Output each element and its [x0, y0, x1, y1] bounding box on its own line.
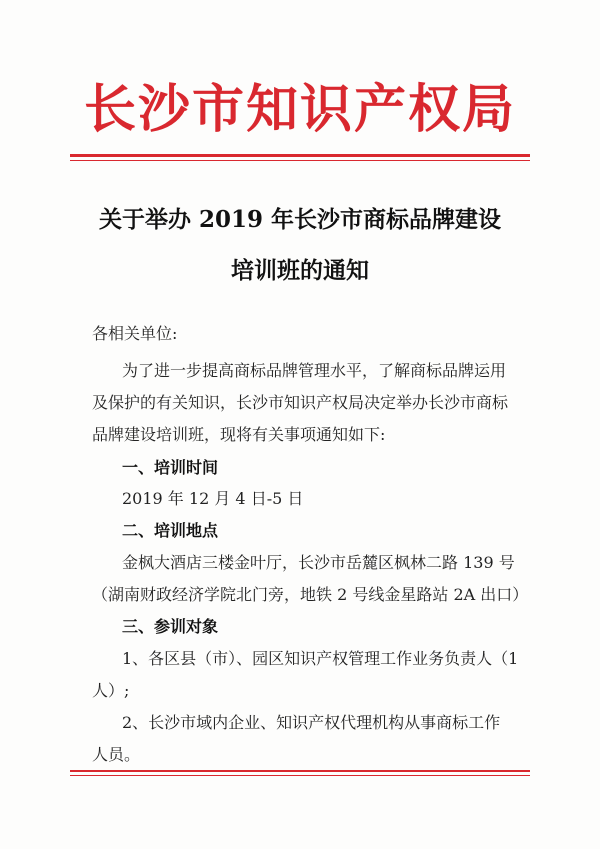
intro-line-1: 为了进一步提高商标品牌管理水平，了解商标品牌运用 [122, 361, 507, 380]
section-participants-line-1: 1、各区县（市）、园区知识产权管理工作业务负责人（1 [122, 649, 519, 668]
intro-line-2: 及保护的有关知识，长沙市知识产权局决定举办长沙市商标 [92, 393, 509, 412]
header-rule-thick [70, 154, 530, 157]
document-title-line-2: 培训班的通知 [231, 257, 369, 284]
section-heading-participants: 三、参训对象 [122, 617, 219, 636]
org-header-title: 长沙市知识产权局 [83, 79, 516, 140]
salutation: 各相关单位: [92, 324, 178, 343]
document-title-line-1: 关于举办 2019 年长沙市商标品牌建设 [98, 206, 502, 233]
section-participants-line-4: 人员。 [92, 745, 141, 764]
section-location-line-1: 金枫大酒店三楼金叶厅，长沙市岳麓区枫林二路 139 号 [122, 553, 515, 572]
footer-rule-thin [70, 775, 530, 776]
section-participants-line-2: 人）; [92, 681, 130, 700]
section-heading-time: 一、培训时间 [122, 458, 219, 477]
section-participants-line-3: 2、长沙市域内企业、知识产权代理机构从事商标工作 [122, 713, 501, 732]
header-rule-thin [70, 160, 530, 161]
section-time-line-1: 2019 年 12 月 4 日-5 日 [122, 489, 304, 508]
section-heading-location: 二、培训地点 [122, 521, 219, 540]
footer-rule-thick [70, 770, 530, 772]
intro-line-3: 品牌建设培训班，现将有关事项通知如下: [92, 425, 386, 444]
section-location-line-2: （湖南财政经济学院北门旁，地铁 2 号线金星路站 2A 出口） [92, 585, 529, 604]
